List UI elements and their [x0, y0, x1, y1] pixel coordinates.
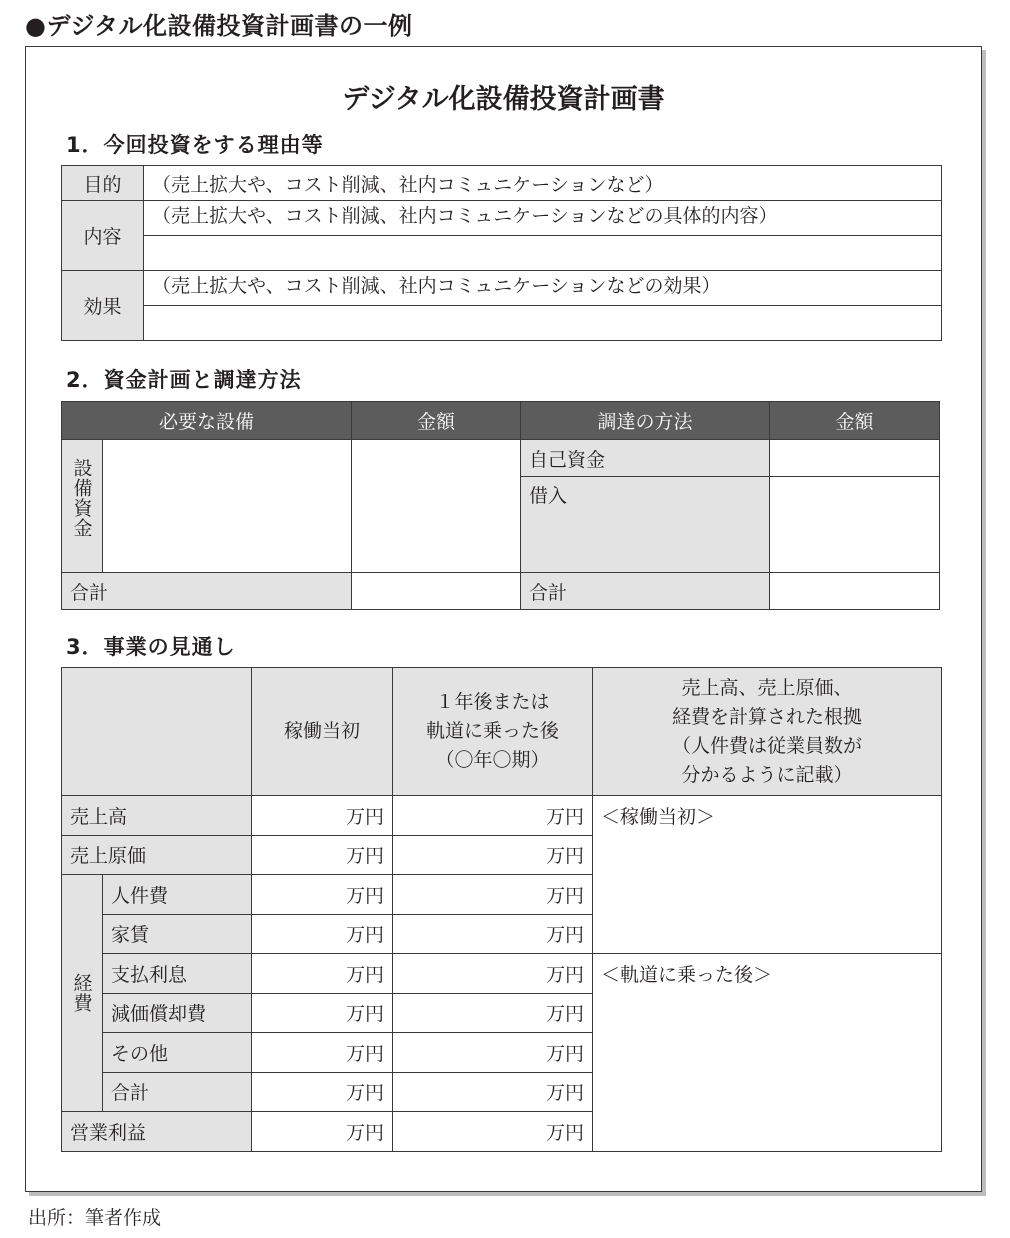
- sales-after[interactable]: 万円: [393, 796, 593, 836]
- effect-blank-line[interactable]: [144, 306, 942, 341]
- outlook-table: [61, 667, 942, 1152]
- page-heading: ●デジタル化設備投資計画書の一例: [25, 12, 413, 40]
- purpose-text[interactable]: （売上拡大や、コスト削減、社内コミュニケーションなど）: [144, 166, 942, 201]
- reason-table: [61, 165, 942, 341]
- equipment-amount-cell[interactable]: [352, 440, 521, 573]
- expense-label: 合計: [103, 1072, 252, 1112]
- equipment-total-label: 合計: [62, 573, 352, 610]
- header-initial: 稼働当初: [252, 668, 393, 796]
- expense-after[interactable]: 万円: [393, 914, 593, 954]
- purpose-label: 目的: [62, 166, 144, 201]
- expense-initial[interactable]: 万円: [252, 914, 393, 954]
- expense-label: 支払利息: [103, 954, 252, 994]
- loan-label: 借入: [521, 477, 770, 573]
- header-required-equipment: 必要な設備: [62, 402, 352, 440]
- operating-profit-after[interactable]: 万円: [393, 1112, 593, 1152]
- funding-table: [61, 401, 940, 610]
- note-after[interactable]: ＜軌道に乗った後＞: [593, 954, 942, 1152]
- cogs-after[interactable]: 万円: [393, 835, 593, 875]
- section2-title: 2．資金計画と調達方法: [66, 368, 302, 392]
- header-blank: [62, 668, 252, 796]
- funding-total-label: 合計: [521, 573, 770, 610]
- expense-after[interactable]: 万円: [393, 954, 593, 994]
- expense-after[interactable]: 万円: [393, 875, 593, 915]
- header-funding-method: 調達の方法: [521, 402, 770, 440]
- expense-after[interactable]: 万円: [393, 993, 593, 1033]
- equipment-fund-label: 設備資金: [62, 440, 103, 573]
- section3-title: 3．事業の見通し: [66, 635, 236, 659]
- header-amount-1: 金額: [352, 402, 521, 440]
- expense-initial[interactable]: 万円: [252, 993, 393, 1033]
- expense-after[interactable]: 万円: [393, 1033, 593, 1073]
- operating-profit-initial[interactable]: 万円: [252, 1112, 393, 1152]
- expense-label: 家賃: [103, 914, 252, 954]
- source-note: 出所：筆者作成: [28, 1207, 162, 1229]
- plan-document: [25, 46, 982, 1192]
- expense-label: その他: [103, 1033, 252, 1073]
- cogs-initial[interactable]: 万円: [252, 835, 393, 875]
- own-funds-amount[interactable]: [770, 440, 940, 477]
- expense-initial[interactable]: 万円: [252, 954, 393, 994]
- loan-amount[interactable]: [770, 477, 940, 573]
- note-initial[interactable]: ＜稼働当初＞: [593, 796, 942, 954]
- effect-label: 効果: [62, 271, 144, 341]
- equipment-total-amount[interactable]: [352, 573, 521, 610]
- document-title: デジタル化設備投資計画書: [342, 84, 665, 115]
- equipment-cell[interactable]: [103, 440, 352, 573]
- sales-initial[interactable]: 万円: [252, 796, 393, 836]
- content-blank-line[interactable]: [144, 236, 942, 271]
- section1-title: 1．今回投資をする理由等: [66, 133, 324, 157]
- cogs-label: 売上原価: [62, 835, 252, 875]
- expense-initial[interactable]: 万円: [252, 875, 393, 915]
- own-funds-label: 自己資金: [521, 440, 770, 477]
- operating-profit-label: 営業利益: [62, 1112, 252, 1152]
- expense-after[interactable]: 万円: [393, 1072, 593, 1112]
- content-text[interactable]: （売上拡大や、コスト削減、社内コミュニケーションなどの具体的内容）: [144, 201, 942, 236]
- header-amount-2: 金額: [770, 402, 940, 440]
- header-basis: 売上高、売上原価、 経費を計算された根拠 （人件費は従業員数が 分かるように記載）: [593, 668, 942, 796]
- header-after: １年後または 軌道に乗った後 （〇年〇期）: [393, 668, 593, 796]
- expense-initial[interactable]: 万円: [252, 1033, 393, 1073]
- funding-total-amount[interactable]: [770, 573, 940, 610]
- expense-label: 減価償却費: [103, 993, 252, 1033]
- expense-label: 人件費: [103, 875, 252, 915]
- expense-initial[interactable]: 万円: [252, 1072, 393, 1112]
- expense-group-label: 経費: [62, 875, 103, 1112]
- content-label: 内容: [62, 201, 144, 271]
- sales-label: 売上高: [62, 796, 252, 836]
- effect-text[interactable]: （売上拡大や、コスト削減、社内コミュニケーションなどの効果）: [144, 271, 942, 306]
